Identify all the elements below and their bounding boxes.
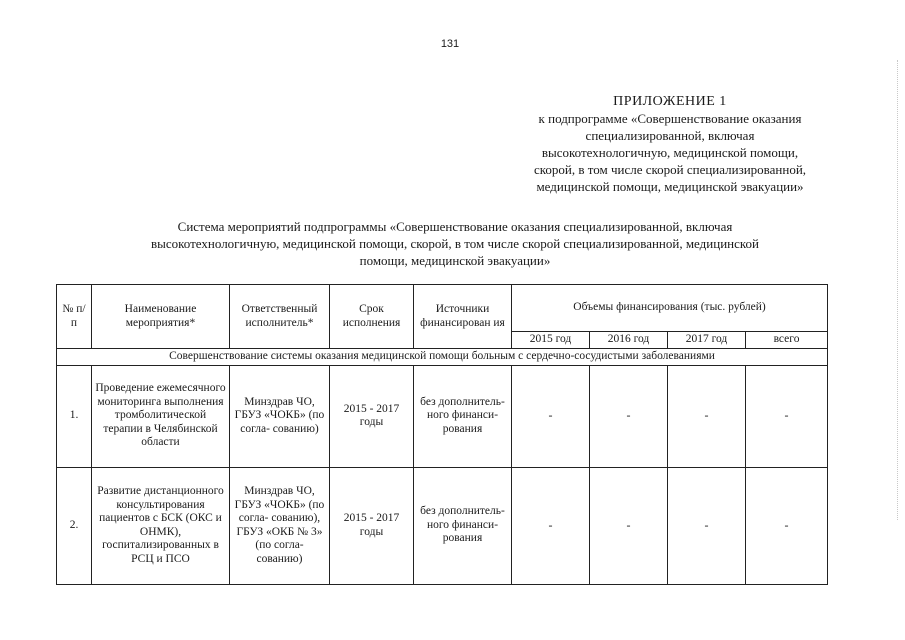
row-2016: - [590, 467, 668, 584]
table-row [57, 365, 828, 467]
row-executor: Минздрав ЧО, ГБУЗ «ЧОКБ» (по согла- сованию), ГБУЗ «ОКБ № 3» (по согла- сованию) [230, 467, 330, 584]
row-source: без дополнитель- ного финанси- рования [414, 365, 512, 467]
title-line: помощи, медицинской эвакуации» [359, 253, 551, 268]
scan-edge-artifact [897, 60, 901, 520]
table-row [57, 467, 828, 584]
header-funding: Объемы финансирования (тыс. рублей) [512, 285, 828, 332]
row-2015: - [512, 467, 590, 584]
header-num: № п/п [57, 285, 92, 349]
section-heading: Совершенствование системы оказания медицинской помощи больным с сердечно-сосудистыми заболеваниями [57, 349, 828, 366]
title-line: Система мероприятий подпрограммы «Совершенствование оказания специализированной, включая [177, 219, 733, 234]
header-year-2016: 2016 год [590, 332, 668, 349]
header-year-2017: 2017 год [668, 332, 746, 349]
appendix-block [470, 93, 870, 195]
header-total: всего [746, 332, 828, 349]
row-2015: - [512, 365, 590, 467]
document-title [95, 218, 815, 269]
row-total: - [746, 365, 828, 467]
appendix-line: скорой, в том числе скорой специализированной, [533, 162, 807, 177]
header-sources: Источники финансирован ия [414, 285, 512, 349]
appendix-line: к подпрограмме «Совершенствование оказания [538, 111, 802, 126]
measures-table [56, 284, 828, 585]
appendix-heading: ПРИЛОЖЕНИЕ 1 [613, 94, 727, 109]
row-2017: - [668, 467, 746, 584]
row-num: 1. [57, 365, 92, 467]
appendix-line: медицинской помощи, медицинской эвакуации» [536, 179, 804, 194]
row-num: 2. [57, 467, 92, 584]
row-2016: - [590, 365, 668, 467]
appendix-line: специализированной, включая [585, 128, 755, 143]
row-source: без дополнитель- ного финанси- рования [414, 467, 512, 584]
row-2017: - [668, 365, 746, 467]
row-name: Проведение ежемесячного мониторинга выполнения тромболитической терапии в Челябинской области [92, 365, 230, 467]
row-term: 2015 - 2017 годы [330, 467, 414, 584]
row-name: Развитие дистанционного консультирования пациентов с БСК (ОКС и ОНМК), госпитализированных в РСЦ и ПСО [92, 467, 230, 584]
title-line: высокотехнологичную, медицинской помощи, скорой, в том числе скорой специализированной, медицинской [151, 236, 759, 251]
row-executor: Минздрав ЧО, ГБУЗ «ЧОКБ» (по согла- сованию) [230, 365, 330, 467]
page-number: 131 [440, 38, 460, 50]
row-total: - [746, 467, 828, 584]
header-year-2015: 2015 год [512, 332, 590, 349]
header-name: Наименование мероприятия* [92, 285, 230, 349]
header-executor: Ответственный исполнитель* [230, 285, 330, 349]
header-term: Срок исполнения [330, 285, 414, 349]
appendix-line: высокотехнологичную, медицинской помощи, [541, 145, 799, 160]
row-term: 2015 - 2017 годы [330, 365, 414, 467]
